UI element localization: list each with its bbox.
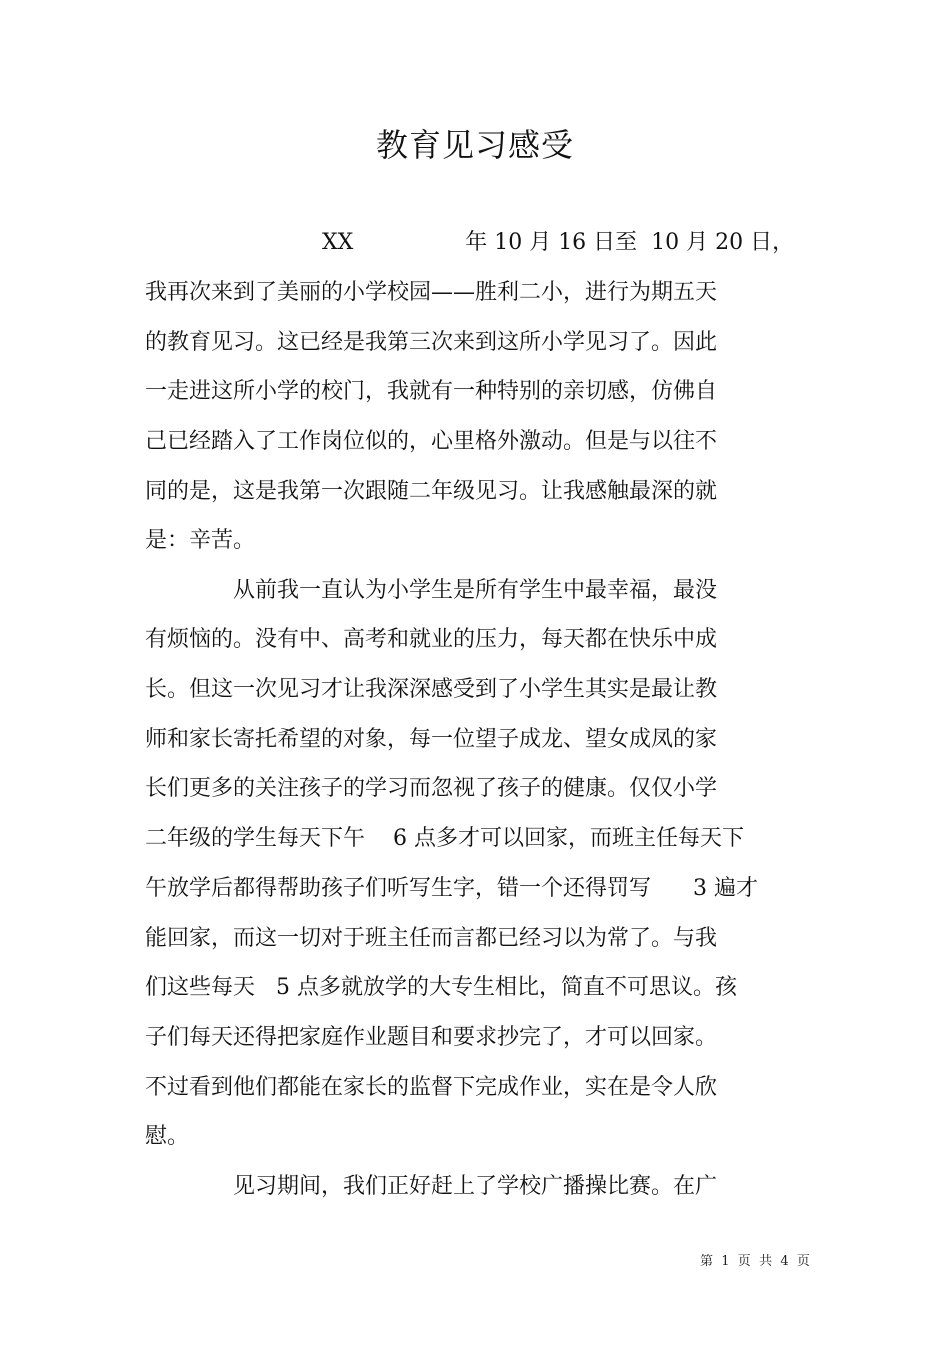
text-line: 长们更多的关注孩子的学习而忽视了孩子的健康。仅仅小学 [145, 776, 718, 801]
text-line: 的教育见习。这已经是我第三次来到这所小学见习了。因此 [145, 330, 718, 355]
document-title: 教育见习感受 [375, 126, 574, 164]
text-line: 子们每天还得把家庭作业题目和要求抄完了，才可以回家。 [145, 1025, 718, 1050]
text-line: 能回家，而这一切对于班主任而言都已经习以为常了。与我 [145, 926, 718, 951]
text-line: 午放学后都得帮助孩子们听写生字，错一个还得罚写 3 遍才 [145, 876, 758, 901]
text-line: 从前我一直认为小学生是所有学生中最幸福，最没 [233, 578, 718, 603]
text-line: 慰。 [145, 1124, 190, 1149]
text-line: 同的是，这是我第一次跟随二年级见习。让我感触最深的就 [145, 479, 718, 504]
text-line: 有烦恼的。没有中、高考和就业的压力，每天都在快乐中成 [145, 627, 718, 652]
text-line: 不过看到他们都能在家长的监督下完成作业，实在是令人欣 [145, 1075, 718, 1100]
text-line: XX 年 10 月 16 日至 10 月 20 日， [322, 230, 795, 255]
text-line: 我再次来到了美丽的小学校园——胜利二小，进行为期五天 [145, 280, 718, 305]
text-line: 师和家长寄托希望的对象，每一位望子成龙、望女成凤的家 [145, 727, 718, 752]
text-line: 见习期间，我们正好赶上了学校广播操比赛。在广 [233, 1174, 718, 1199]
page-number-footer: 第 1 页 共 4 页 [700, 1254, 810, 1269]
text-line: 二年级的学生每天下午 6 点多才可以回家，而班主任每天下 [145, 826, 744, 851]
text-line: 己已经踏入了工作岗位似的，心里格外激动。但是与以往不 [145, 429, 718, 454]
text-line: 一走进这所小学的校门，我就有一种特别的亲切感，仿佛自 [145, 379, 718, 404]
text-line: 们这些每天 5 点多就放学的大专生相比，简直不可思议。孩 [145, 975, 737, 1000]
text-line: 长。但这一次见习才让我深深感受到了小学生其实是最让教 [145, 677, 718, 702]
text-line: 是：辛苦。 [145, 528, 256, 553]
